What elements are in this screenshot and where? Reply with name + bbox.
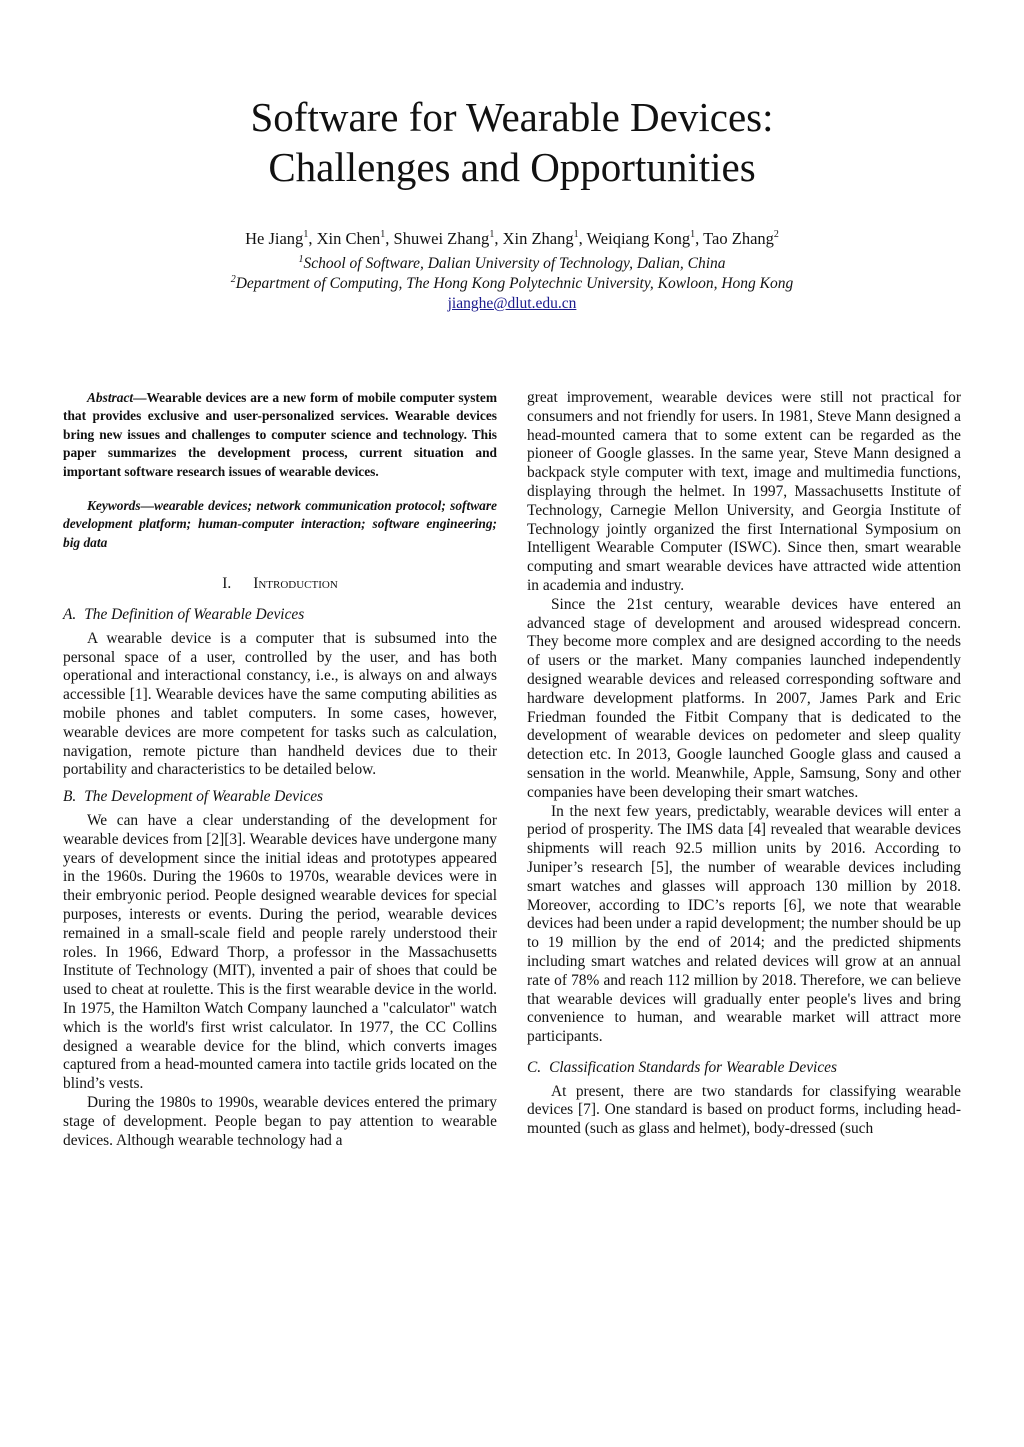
paragraph: At present, there are two standards for classifying wearable devices [7]. One standard is based on product forms, including head-mounted (such as glass and helmet), body-dressed (such: [527, 1082, 961, 1138]
title-line-2: Challenges and Opportunities: [268, 144, 756, 190]
subsection-title: The Development of Wearable Devices: [84, 788, 324, 806]
author: Xin Chen: [316, 229, 381, 248]
keywords: [63, 497, 497, 552]
paragraph: We can have a clear understanding of the development for wearable devices from [2][3]. Wearable devices have undergone many years of development since the initial ideas and prototypes appeared in the 1960s. During the 1960s to 1970s, wearable devices were in their embryonic period. People designed wearable devices for special purposes, interests or events. During the period, wearable devices remained in a small-scale field and people rarely understood their roles. In 1966, Edward Thorp, a professor in the Massachusetts Institute of Technology (MIT), invented a pair of shoes that could be used to cheat at roulette. This is the first wearable device in the world. In 1975, the Hamilton Watch Company launched a "calculator" watch which is the world's first wrist calculator. In 1977, the CC Collins designed a wearable device for the blind, which converts images captured from a head-mounted camera into tactile grids located on the blind’s vests.: [63, 812, 497, 1093]
paper-title: [0, 92, 1024, 192]
subsection-letter: A.: [63, 606, 77, 624]
affiliation-sup: 2: [230, 274, 236, 285]
author: Tao Zhang: [703, 229, 774, 248]
keywords-text: wearable devices; network communication protocol; software development platform; human-computer interaction; software engineering; big data: [63, 498, 497, 550]
abstract: [63, 389, 497, 481]
abstract-text: Wearable devices are a new form of mobile computer system that provides exclusive and user-personalized services. Wearable devices bring new issues and challenges to computer science and technology. This paper summarizes the development process, current situation and important software research issues of wearable devices.: [63, 390, 497, 479]
paragraph: During the 1980s to 1990s, wearable devices entered the primary stage of development. People began to pay attention to wearable devices. Although wearable technology had a: [63, 1093, 497, 1149]
author: Weiqiang Kong: [586, 229, 691, 248]
abstract-dash: —: [133, 390, 147, 405]
affiliation-sup: 1: [298, 254, 304, 265]
subsection-c-heading: [527, 1059, 961, 1078]
author: He Jiang: [245, 229, 304, 248]
subsection-title: Classification Standards for Wearable Devices: [549, 1058, 837, 1076]
author-sep: ,: [695, 229, 704, 248]
subsection-letter: B.: [63, 788, 77, 806]
author-sup: 1: [690, 229, 696, 240]
email-link[interactable]: jianghe@dlut.edu.cn: [447, 295, 577, 312]
subsection-title: The Definition of Wearable Devices: [84, 606, 305, 624]
author-sup: 1: [489, 229, 495, 240]
section-number: I.: [222, 575, 232, 593]
author-sup: 1: [303, 229, 309, 240]
title-line-1: Software for Wearable Devices:: [250, 94, 774, 140]
keywords-dash: —: [140, 498, 154, 514]
author-sup: 1: [380, 229, 386, 240]
author-sup: 1: [573, 229, 579, 240]
paragraph: A wearable device is a computer that is subsumed into the personal space of a user, controlled by the user, and has both operational and interactional constancy, i.e., is always on and always accessible [1]. Wearable devices have the same computing abilities as mobile phones and tablet computers. In some cases, however, wearable devices are more competent for tasks such as calculation, navigation, remote picture than handheld devices due to their portability and characteristics to be detailed below.: [63, 629, 497, 779]
author-sep: ,: [578, 229, 587, 248]
subsection-a-heading: [63, 606, 497, 625]
subsection-letter: C.: [527, 1058, 542, 1076]
author-sup: 2: [773, 229, 779, 240]
paragraph: In the next few years, predictably, wearable devices will enter a period of prosperity. The IMS data [4] revealed that wearable devices shipments will reach 92.5 million units by 2016. According to Juniper’s research [5], the number of wearable devices including smart watches and glasses will approach 130 million by 2018. Moreover, according to IDC’s reports [6], we note that wearable devices had been under a rapid development; the number should be up to 19 million by the end of 2014; and the predicted shipments including smart watches and related devices will grow at an annual rate of 78% and reach 112 million by 2018. Therefore, we can believe that wearable devices will gradually enter people's lives and bring convenience to human, and wearable market will attract more participants.: [527, 802, 961, 1046]
keywords-lead: Keywords: [87, 498, 141, 514]
abstract-lead: Abstract: [87, 390, 134, 405]
author-sep: ,: [385, 229, 394, 248]
affiliation-1: [0, 254, 1024, 274]
author: Xin Zhang: [502, 229, 574, 248]
affiliation-text: School of Software, Dalian University of Technology, Dalian, China: [303, 255, 726, 272]
email-line: [0, 294, 1024, 314]
subsection-b-heading: [63, 788, 497, 807]
paragraph-continued: great improvement, wearable devices were still not practical for consumers and not friendly for users. In 1981, Steve Mann designed a head-mounted camera that to some extent can be regarded as the pioneer of Google glasses. In the same year, Steve Mann designed a backpack style computer with text, image and multimedia functions, displaying through the helmet. In 1997, Massachusetts Institute of Technology, Carnegie Mellon University, and Georgia Institute of Technology jointly organized the first International Symposium on Intelligent Wearable Computer (ISWC). Since then, smart wearable computing and smart wearable devices have attracted wide attention in academia and industry.: [527, 389, 961, 594]
right-column: [527, 389, 961, 1139]
section-heading: [63, 575, 497, 594]
paragraph: Since the 21st century, wearable devices have entered an advanced stage of development and aroused widespread concern. They become more complex and are designed according to the needs of users or the market. Many companies launched independently designed wearable devices and released corresponding software and hardware development platforms. In 2007, James Park and Eric Friedman founded the Fitbit Company that is dedicated to the development of wearable devices on pedometer and sleep quality detection etc. In 2013, Google launched Google glass and caused a sensation in the world. Meanwhile, Apple, Samsung, Sony and other companies have been developing their smart watches.: [527, 595, 961, 801]
author-list: [0, 229, 1024, 249]
left-column: [63, 389, 497, 1150]
affiliation-text: Department of Computing, The Hong Kong Polytechnic University, Kowloon, Hong Kong: [235, 275, 794, 292]
author-sep: ,: [308, 229, 317, 248]
author-sep: ,: [494, 229, 503, 248]
affiliation-2: [0, 274, 1024, 294]
section-title: Introduction: [253, 575, 338, 593]
author: Shuwei Zhang: [393, 229, 490, 248]
